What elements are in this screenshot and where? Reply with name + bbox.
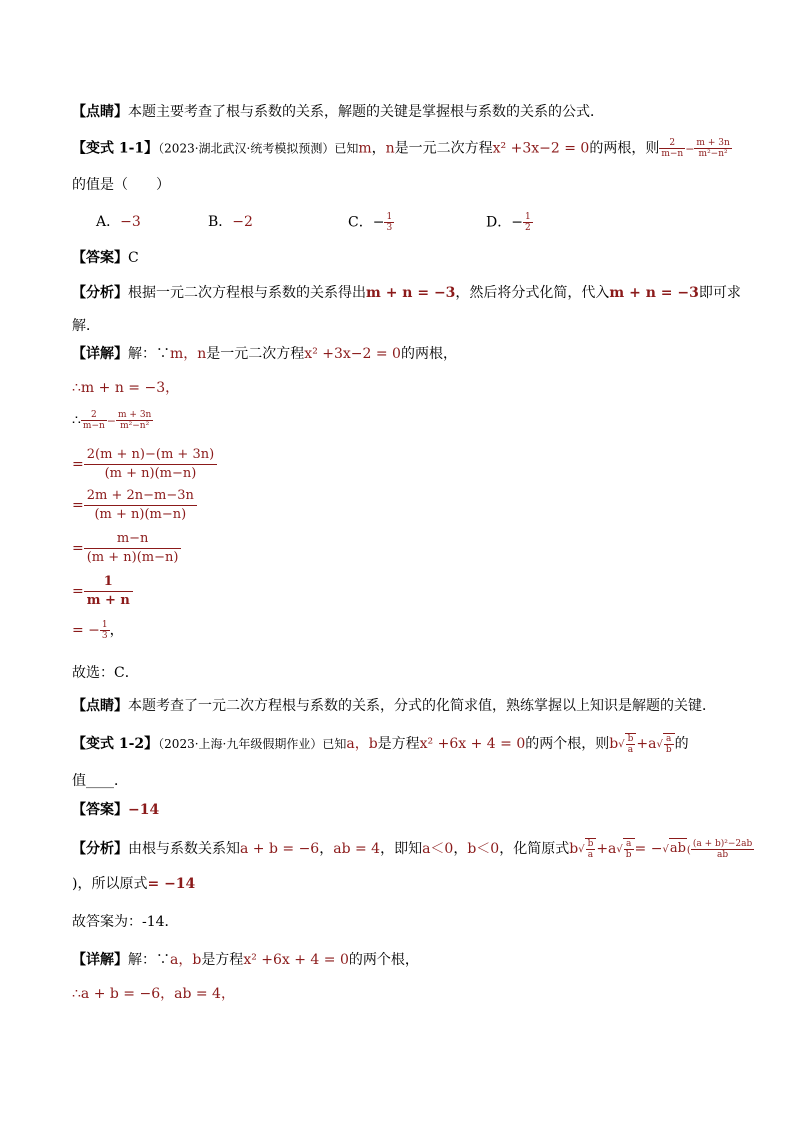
equation: x² +3x−2 = 0 (492, 140, 590, 157)
frac-num: 2m + 2n−m−3n (84, 487, 197, 506)
frac-den: m²−n² (698, 149, 728, 159)
frac-num: m + 3n (696, 138, 730, 148)
analysis-text: ，然后将分式化简，代入 (455, 285, 610, 301)
math-expr: ab = 4 (333, 841, 381, 857)
equation: x² +6x + 4 = 0 (419, 736, 526, 752)
tag-answer: 【答案】 (72, 250, 128, 266)
comment-text: 本题主要考查了根与系数的关系，解题的关键是掌握根与系数的关系的公式． (128, 104, 604, 120)
frac-den: 2 (524, 223, 531, 233)
detail-line-1 (72, 344, 457, 364)
option-a (96, 212, 141, 232)
tag-analysis: 【分析】 (72, 285, 128, 301)
analysis-text: )，所以原式 (72, 876, 148, 892)
comment-line-2 (72, 696, 716, 716)
sqrt-b-over-a: √ $\frac{b}{a}$ (578, 838, 596, 860)
tag-variant-1-2: 【变式 1-2】 (72, 736, 159, 752)
answer-value: C (128, 250, 139, 266)
option-label: D．− (486, 214, 523, 231)
fraction-1 (659, 138, 685, 159)
frac-num: 2 (659, 138, 685, 149)
answer-line-2 (72, 800, 159, 820)
analysis-line-1b: 解． (72, 318, 100, 334)
tag-dianjing: 【点睛】 (72, 104, 128, 120)
step-fraction (84, 487, 197, 524)
detail-line-2-1 (72, 950, 419, 970)
frac-num: 2(m + n)−(m + 3n) (84, 446, 217, 465)
fraction-2 (694, 138, 731, 159)
step-2 (72, 487, 197, 524)
plus-sign: + (636, 736, 649, 752)
analysis-text: ， (453, 841, 468, 857)
variant-1-2-question (72, 733, 689, 755)
frac-den: m²−n² (120, 421, 150, 431)
detail-text: 解：∵ (128, 952, 170, 968)
sqrt-ab: √ab (662, 838, 686, 860)
step-fraction (84, 530, 182, 567)
option-d (486, 212, 533, 233)
frac-den: 3 (386, 223, 393, 233)
comment-line-1 (72, 102, 604, 122)
step-fraction (84, 573, 133, 610)
final-answer-line: 故答案为：-14． (72, 914, 179, 930)
sqrt-a-over-b: √ $\frac{a}{b}$ (656, 733, 674, 755)
answer-value: −14 (128, 802, 160, 818)
math-expr: a，b (170, 952, 202, 968)
var-a: a (648, 736, 657, 752)
math-expr: m + n = −3 (366, 285, 456, 301)
equals-sign: = (72, 540, 84, 557)
math-expr: b＜0 (467, 841, 500, 857)
question-text: 的两个根，则 (525, 736, 610, 752)
analysis-line-2b (72, 874, 195, 894)
question-tail-2: 值____． (72, 773, 128, 789)
equals-sign: = − (72, 622, 100, 639)
option-fraction (523, 212, 533, 233)
math-expr: x² +3x−2 = 0 (304, 346, 401, 362)
frac-den: m−n (661, 149, 684, 159)
math-expr: = −14 (147, 876, 196, 892)
detail-line-2: ∴m + n = −3， (72, 380, 180, 396)
detail-text: 的两根， (400, 346, 457, 362)
question-source: （2023·上海·九年级假期作业）已知 (158, 737, 347, 751)
tag-detail: 【详解】 (72, 952, 128, 968)
frac-den: ab (716, 849, 729, 860)
math-expr: m，n (170, 346, 207, 362)
analysis-text: 由根与系数关系知 (128, 841, 240, 857)
math-expr: a + b = −6 (240, 841, 320, 857)
analysis-text: 即可求 (698, 285, 741, 301)
detail-expression (72, 410, 153, 432)
analysis-text: ，即知 (380, 841, 423, 857)
tag-answer: 【答案】 (72, 802, 128, 818)
selection-line: 故选：C． (72, 665, 139, 681)
answer-line-1 (72, 248, 139, 268)
option-value: −3 (120, 214, 141, 230)
frac-den: 3 (101, 631, 108, 641)
analysis-line-1 (72, 283, 741, 303)
question-source: （2023·湖北武汉·统考模拟预测）已知 (158, 141, 359, 156)
tag-dianjing: 【点睛】 (72, 698, 128, 714)
frac-den: m + n (86, 593, 130, 608)
frac-num: 1 (386, 212, 393, 222)
result-equals: = − (634, 841, 663, 857)
step-fraction (100, 620, 110, 641)
var-b: b (609, 736, 619, 752)
fraction-2 (116, 410, 153, 431)
equals-sign: = (72, 456, 84, 473)
analysis-text: 根据一元二次方程根与系数的关系得出 (128, 285, 366, 301)
step-fraction (84, 446, 217, 483)
option-label: A． (96, 214, 121, 230)
minus-sign: − (685, 142, 695, 156)
step-3 (72, 530, 181, 567)
detail-text: 的两个根， (348, 952, 419, 968)
option-b (208, 212, 253, 232)
tag-analysis: 【分析】 (72, 841, 128, 857)
fraction-1 (81, 410, 107, 431)
detail-text: 是一元二次方程 (206, 346, 305, 362)
frac-num: 1 (524, 212, 531, 222)
question-text: 是方程 (377, 736, 420, 752)
detail-text: 是方程 (201, 952, 244, 968)
frac-num: m−n (84, 530, 182, 549)
frac-num: 1 (84, 573, 133, 592)
frac-num: 1 (101, 620, 108, 630)
frac-num: (a + b)²−2ab (692, 838, 753, 849)
tag-detail: 【详解】 (72, 346, 128, 362)
question-text-2: 的两根，则 (589, 140, 660, 157)
question-text-1: 是一元二次方程 (394, 140, 493, 157)
math-expr: a＜0 (422, 841, 454, 857)
option-c (348, 212, 394, 233)
question-tail: 的值是（ ） (72, 177, 170, 193)
frac-num: m + 3n (118, 410, 152, 420)
frac-den: (m + n)(m−n) (94, 507, 187, 522)
option-label: B． (208, 214, 233, 230)
detail-text: 解：∵ (128, 346, 170, 362)
step-1 (72, 446, 217, 483)
sqrt-a-over-b: √ $\frac{a}{b}$ (616, 838, 634, 860)
frac-den: (m + n)(m−n) (104, 466, 197, 481)
option-label: C．− (348, 214, 385, 231)
option-value: −2 (232, 214, 253, 230)
comma: ， (109, 622, 124, 639)
result-fraction (691, 839, 754, 860)
analysis-text: ， (319, 841, 334, 857)
var-n: n (385, 140, 395, 157)
math-expr: x² +6x + 4 = 0 (243, 952, 349, 968)
frac-den: m−n (82, 421, 105, 431)
analysis-line-2: 【分析】由根与系数关系知a + b = −6，ab = 4，即知a＜0，b＜0，化简原式b√ $\frac{b}{a}$ +a√ $\frac{a}{b}$ = −√ab( $\frac{\text{(a + b)²−2ab}}{ab}$ (72, 838, 753, 860)
option-fraction (384, 212, 394, 233)
minus-sign: − (106, 414, 117, 428)
radicand: ab (669, 838, 687, 859)
var-m: m (358, 140, 372, 157)
therefore-sign: ∴ (72, 412, 81, 429)
math-expr: m + n = −3 (609, 285, 699, 301)
comma: ， (371, 140, 386, 157)
step-4 (72, 573, 133, 610)
math-expr: a，b (346, 736, 378, 752)
variant-1-1-question (72, 138, 732, 160)
detail-line-2-2: ∴a + b = −6，ab = 4， (72, 986, 235, 1002)
frac-num: 2 (81, 410, 107, 421)
equals-sign: = (72, 497, 84, 514)
question-text: 的 (674, 736, 689, 752)
sqrt-b-over-a: √ $\frac{b}{a}$ (618, 733, 636, 755)
analysis-text: ，化简原式 (499, 841, 570, 857)
comment-text: 本题考查了一元二次方程根与系数的关系，分式的化简求值，熟练掌握以上知识是解题的关键． (128, 698, 716, 714)
equals-sign: = (72, 583, 84, 600)
step-5 (72, 620, 124, 641)
frac-den: (m + n)(m−n) (86, 550, 179, 565)
tag-variant-1-1: 【变式 1-1】 (72, 140, 159, 157)
